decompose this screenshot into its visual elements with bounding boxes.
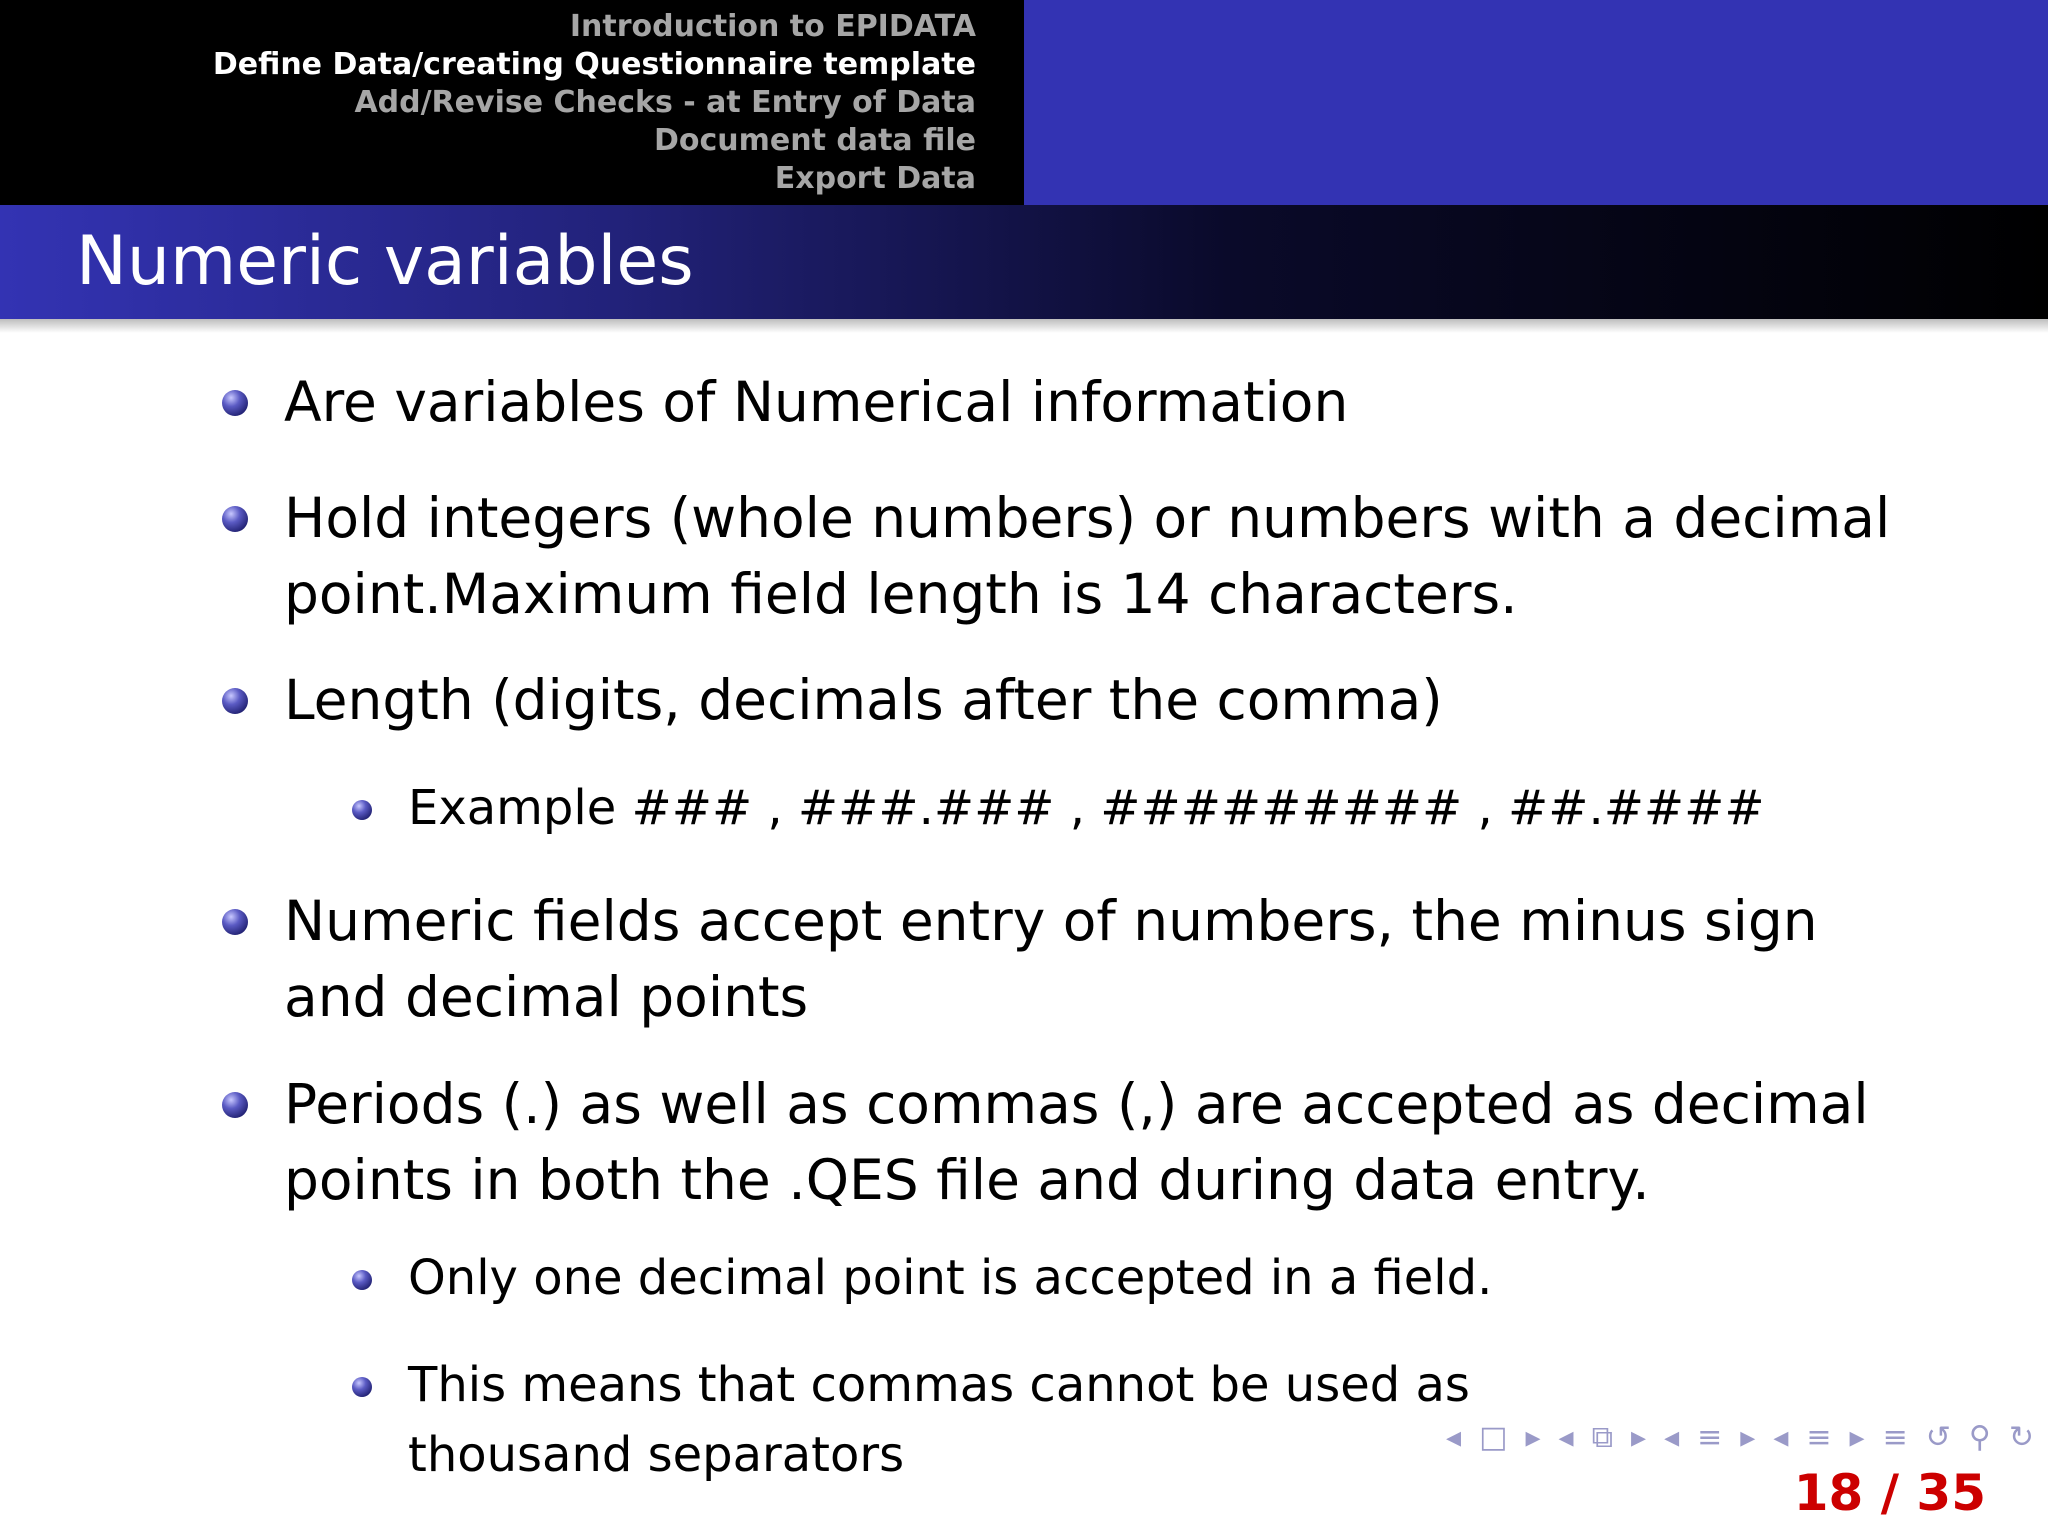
forward-icon[interactable]: ↻: [2008, 1420, 2034, 1455]
bullet-text: Are variables of Numerical information: [284, 370, 1349, 434]
sub-bullet-text: Example ### , ###.### , ######### , ##.####: [408, 780, 1765, 836]
section-icon[interactable]: ≡: [1697, 1420, 1723, 1455]
sub-bullet-ball-icon: [352, 800, 372, 820]
sub-bullet-item: [408, 773, 1968, 843]
bullet-text: Periods (.) as well as commas (,) are accepted as decimal points in both the .QES file and during data entry.: [284, 1072, 1869, 1212]
sub-bullet-text: Only one decimal point is accepted in a field.: [408, 1250, 1493, 1306]
bullet-text: Numeric fields accept entry of numbers, the minus sign and decimal points: [284, 889, 1818, 1029]
beamer-navigation-symbols: [1322, 1418, 2034, 1458]
next-subsection-icon[interactable]: ▸: [1631, 1420, 1647, 1455]
next-section-icon[interactable]: ▸: [1740, 1420, 1756, 1455]
sub-bullet-ball-icon: [352, 1270, 372, 1290]
nav-section-introduction[interactable]: Introduction to EPIDATA: [569, 8, 976, 44]
bullet-item: [284, 480, 1904, 632]
prev-icon[interactable]: ◂: [1446, 1420, 1462, 1455]
bullet-text: Hold integers (whole numbers) or numbers with a decimal point.Maximum field length is 14 characters.: [284, 486, 1891, 626]
subsection-icon[interactable]: ⧉: [1591, 1420, 1613, 1455]
sub-bullet-text: This means that commas cannot be used as thousand separators: [408, 1357, 1470, 1483]
search-icon[interactable]: ⚲: [1968, 1420, 1991, 1455]
bullet-item: [284, 1066, 1904, 1218]
nav-section-define-data[interactable]: Define Data/creating Questionnaire template: [212, 46, 976, 82]
appendix-icon[interactable]: ≡: [1882, 1420, 1908, 1455]
nav-section-export-data[interactable]: Export Data: [774, 160, 976, 196]
next-document-icon[interactable]: ▸: [1849, 1420, 1865, 1455]
frame-title: Numeric variables: [76, 222, 694, 301]
nav-section-document-data-file[interactable]: Document data file: [653, 122, 976, 158]
back-icon[interactable]: ↺: [1925, 1420, 1951, 1455]
bullet-ball-icon: [222, 506, 248, 532]
prev-section-icon[interactable]: ◂: [1664, 1420, 1680, 1455]
bullet-ball-icon: [222, 1092, 248, 1118]
prev-subsection-icon[interactable]: ◂: [1558, 1420, 1574, 1455]
bullet-item: [284, 883, 1904, 1035]
next-icon[interactable]: ▸: [1525, 1420, 1541, 1455]
prev-document-icon[interactable]: ◂: [1773, 1420, 1789, 1455]
sub-bullet-item: [408, 1243, 1968, 1313]
page-number: 18 / 35: [1793, 1464, 1986, 1522]
sub-bullet-ball-icon: [352, 1377, 372, 1397]
bullet-ball-icon: [222, 688, 248, 714]
bullet-ball-icon: [222, 390, 248, 416]
bullet-text: Length (digits, decimals after the comma): [284, 668, 1443, 732]
bullet-item: [284, 662, 1904, 738]
document-icon[interactable]: ≡: [1806, 1420, 1832, 1455]
bullet-ball-icon: [222, 909, 248, 935]
frame-icon[interactable]: □: [1479, 1420, 1508, 1455]
bullet-item: [284, 364, 1904, 440]
nav-section-add-revise-checks[interactable]: Add/Revise Checks - at Entry of Data: [354, 84, 976, 120]
